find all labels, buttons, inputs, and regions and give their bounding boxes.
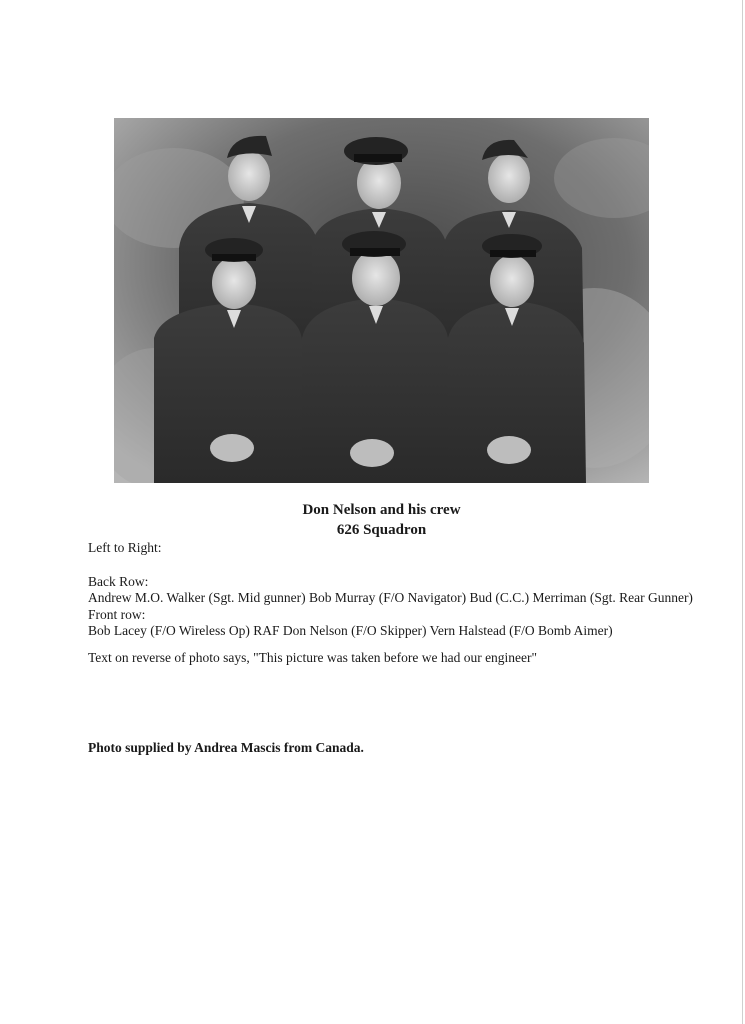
page-edge-line [742,0,743,1024]
caption-title: Don Nelson and his crew [302,502,461,518]
crew-photo-image [114,118,649,483]
front-row-names: Bob Lacey (F/O Wireless Op) RAF Don Nelson (F/O Skipper) Vern Halstead (F/O Bomb Aimer) [88,623,613,638]
description [88,540,703,666]
intro-text: Left to Right: [88,540,162,555]
crew-photo [114,118,649,483]
back-row-heading: Back Row: [88,573,149,589]
front-row-heading: Front row: [88,606,146,622]
photo-credit: Photo supplied by Andrea Mascis from Canada. [88,740,364,755]
caption-subtitle: 626 Squadron [336,522,427,538]
back-row-names: Andrew M.O. Walker (Sgt. Mid gunner) Bob Murray (F/O Navigator) Bud (C.C.) Merriman (Sgt. Rear Gunner) [88,590,693,605]
front-row-figures [154,231,586,483]
reverse-note: Text on reverse of photo says, "This picture was taken before we had our engineer" [88,649,538,665]
photo-caption [114,500,649,540]
